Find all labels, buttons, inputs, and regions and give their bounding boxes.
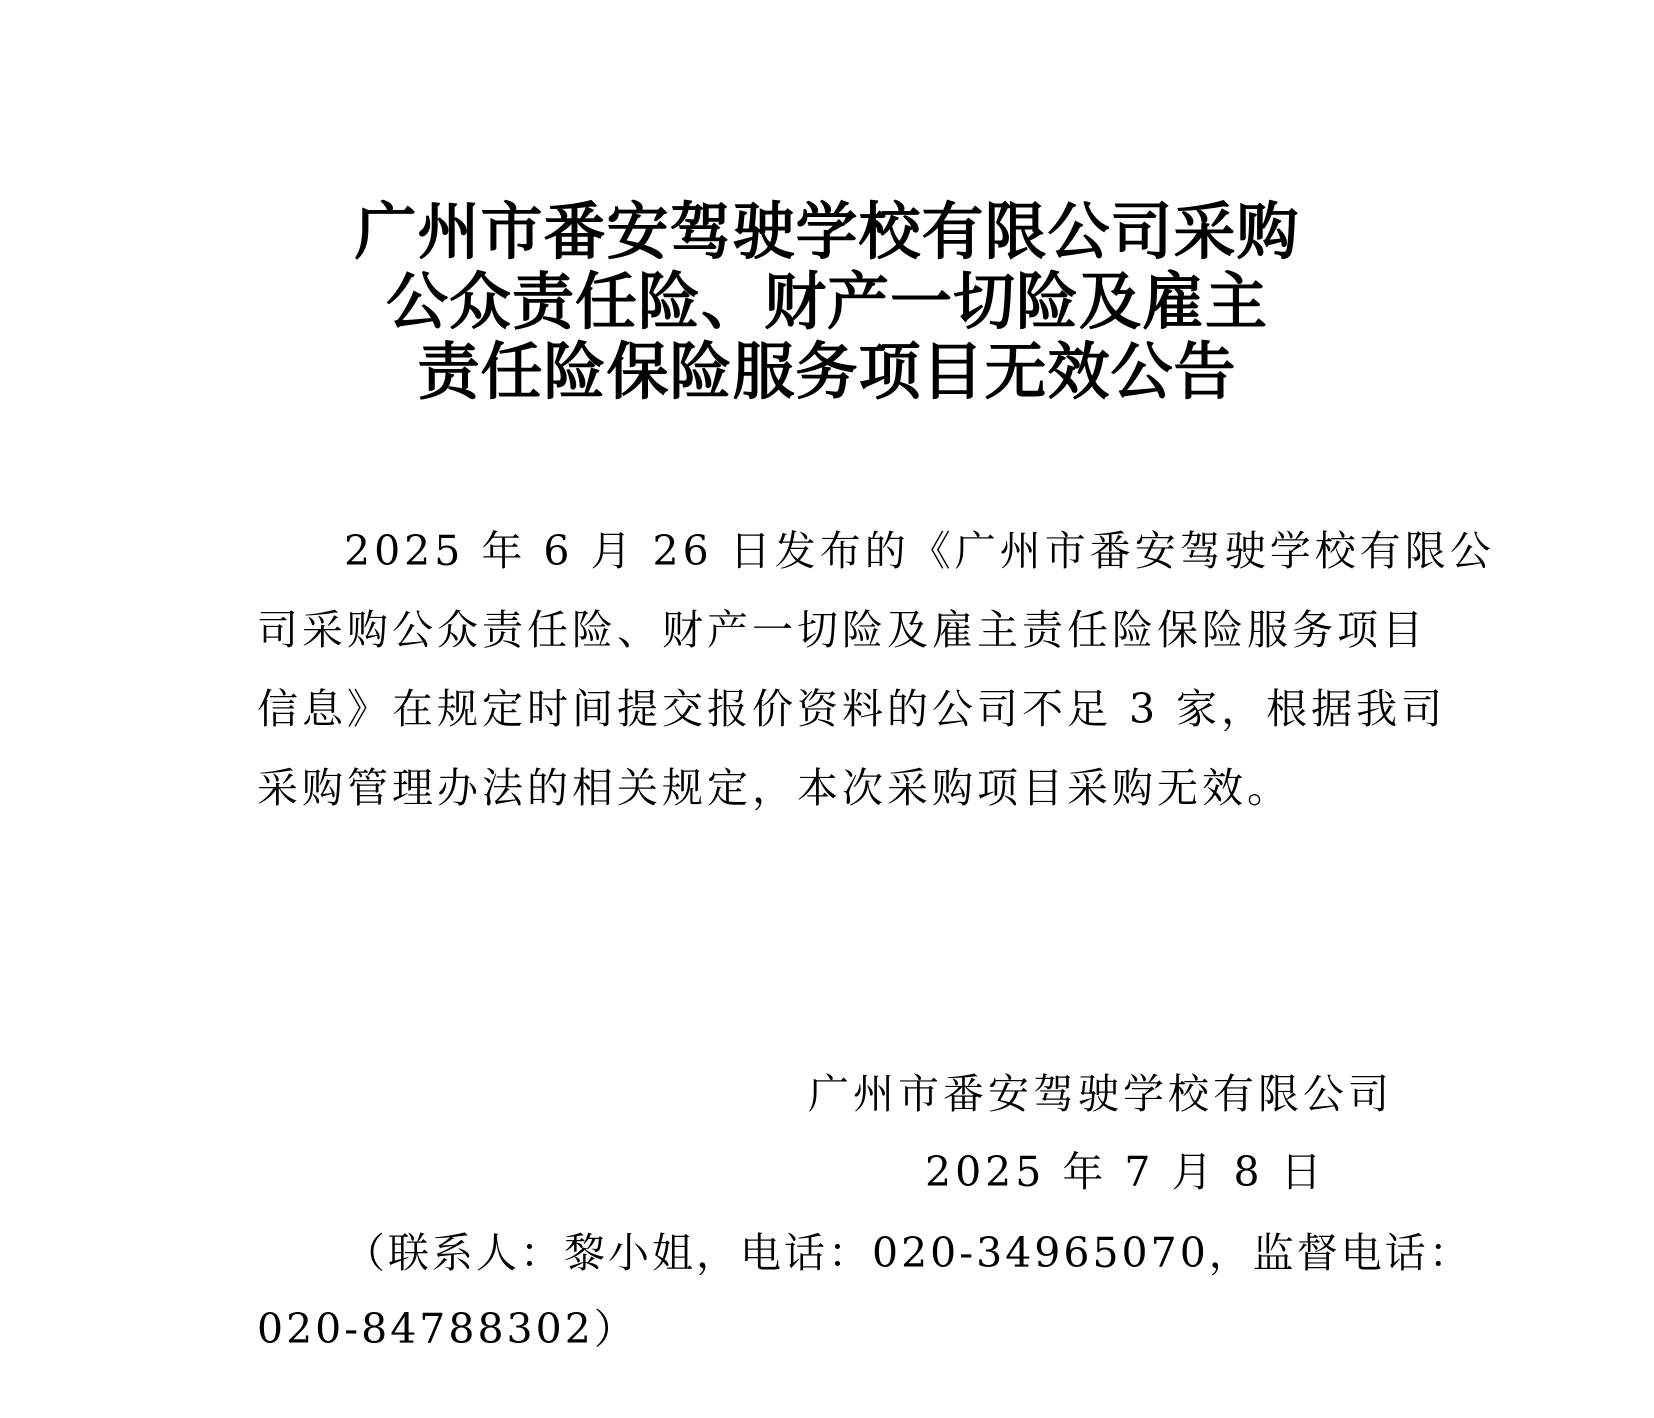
body-line-1: 2025 年 6 月 26 日发布的《广州市番安驾驶学校有限公 — [344, 527, 1495, 575]
body-line-2: 司采购公众责任险、财产一切险及雇主责任险保险服务项目 — [257, 606, 1427, 654]
contact-line-2: 020-84788302） — [257, 1305, 638, 1353]
signature-date: 2025 年 7 月 8 日 — [925, 1148, 1326, 1196]
contact-line-1: （联系人：黎小姐，电话：020-34965070，监督电话： — [344, 1229, 1473, 1277]
title-line-1: 广州市番安驾驶学校有限公司采购 — [354, 195, 1300, 268]
body-line-4: 采购管理办法的相关规定，本次采购项目采购无效。 — [257, 764, 1292, 812]
title-line-2: 公众责任险、财产一切险及雇主 — [385, 265, 1268, 338]
contact-info — [257, 1215, 1473, 1367]
notice-title — [300, 197, 1354, 407]
title-line-3: 责任险保险服务项目无效公告 — [417, 335, 1237, 408]
signature-company: 广州市番安驾驶学校有限公司 — [808, 1070, 1393, 1118]
notice-body — [257, 512, 1495, 828]
body-line-3: 信息》在规定时间提交报价资料的公司不足 3 家，根据我司 — [257, 685, 1447, 733]
